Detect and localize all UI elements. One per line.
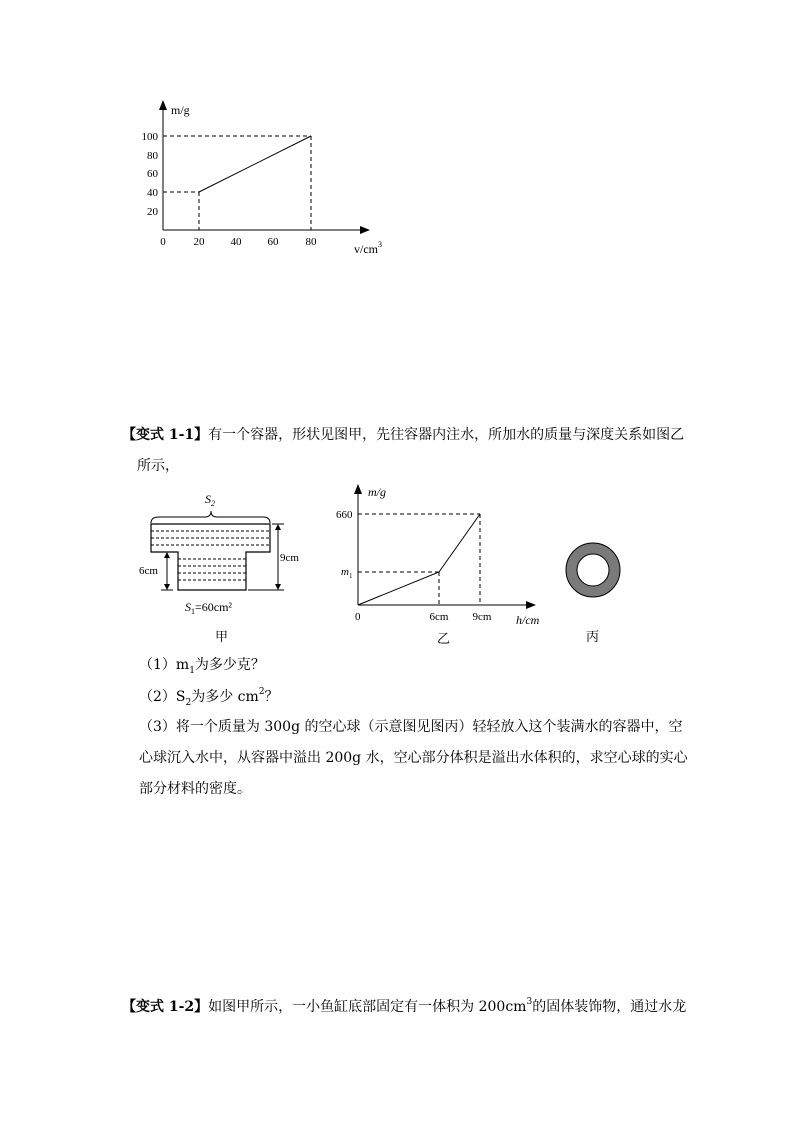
question-3-line3: 部分材料的密度。 (139, 781, 251, 797)
mass-depth-line (358, 514, 480, 605)
container-figure (133, 487, 313, 617)
variant-1-1-tag: 【变式 1-1】 (122, 427, 209, 443)
y-axis-label: m/g (171, 103, 190, 117)
x-tick-20: 20 (193, 236, 205, 248)
mass-volume-graph (130, 95, 410, 265)
y-tick-20: 20 (147, 206, 158, 218)
variant-1-1-line2: 所示， (137, 458, 179, 474)
hollow-ball-cavity (577, 554, 609, 586)
yi-y-axis-label: m/g (368, 485, 386, 499)
caption-jia: 甲 (215, 630, 229, 645)
y-tick-80: 80 (147, 150, 158, 162)
question-3-line1: （3）将一个质量为 300g 的空心球（示意图见图丙）轻轻放入这个装满水的容器中，空 (139, 719, 683, 735)
right-dimension-label: 9cm (280, 552, 299, 564)
question-3-line2: 心球沉入水中，从容器中溢出 200g 水，空心部分体积是溢出水体积的，求空心球的实心 (139, 750, 688, 766)
x-tick-80: 80 (305, 236, 317, 248)
mass-depth-graph (330, 478, 560, 628)
x-tick-0: 0 (160, 236, 166, 248)
question-2: $(2)S_2$为多少 $cm^2$？ (139, 687, 279, 708)
question-1: $(1)m_1$为多少克？ (139, 657, 265, 676)
top-area-label: $S_2$ (205, 492, 215, 508)
yi-origin: 0 (355, 611, 361, 623)
yi-x-tick-9cm: 9cm (472, 611, 492, 623)
y-tick-60: 60 (147, 168, 158, 180)
y-tick-100: 100 (141, 131, 158, 143)
top-width-brace (151, 511, 270, 523)
yi-y-tick-m1: $m_1$ (341, 566, 353, 580)
mass-volume-line (199, 136, 311, 192)
hollow-ball-figure (555, 538, 635, 618)
y-tick-40: 40 (147, 187, 158, 199)
variant-1-2-tag: 【变式 1-2】 (122, 999, 209, 1015)
x-tick-60: 60 (267, 236, 279, 248)
x-axis-label: $v/cm^3$ (354, 240, 382, 256)
variant-1-1-line1 (122, 427, 684, 443)
left-dimension-label: 6cm (139, 565, 158, 577)
bottom-area-label: $S_1=60cm^2$ (185, 600, 233, 616)
yi-x-axis-label: h/cm (516, 613, 540, 627)
x-tick-40: 40 (230, 236, 242, 248)
variant-1-1-text: 有一个容器，形状见图甲，先往容器内注水，所加水的质量与深度关系如图乙 (208, 427, 685, 443)
caption-yi: 乙 (437, 632, 451, 647)
yi-y-tick-660: 660 (336, 509, 353, 521)
caption-bing: 丙 (586, 630, 600, 645)
variant-1-2-line1: 【变式 1-2】如图甲所示，一小鱼缸底部固定有一体积为 $200cm^3$的固体装饰物，通过水龙 (122, 997, 687, 1015)
yi-x-tick-6cm: 6cm (429, 611, 449, 623)
